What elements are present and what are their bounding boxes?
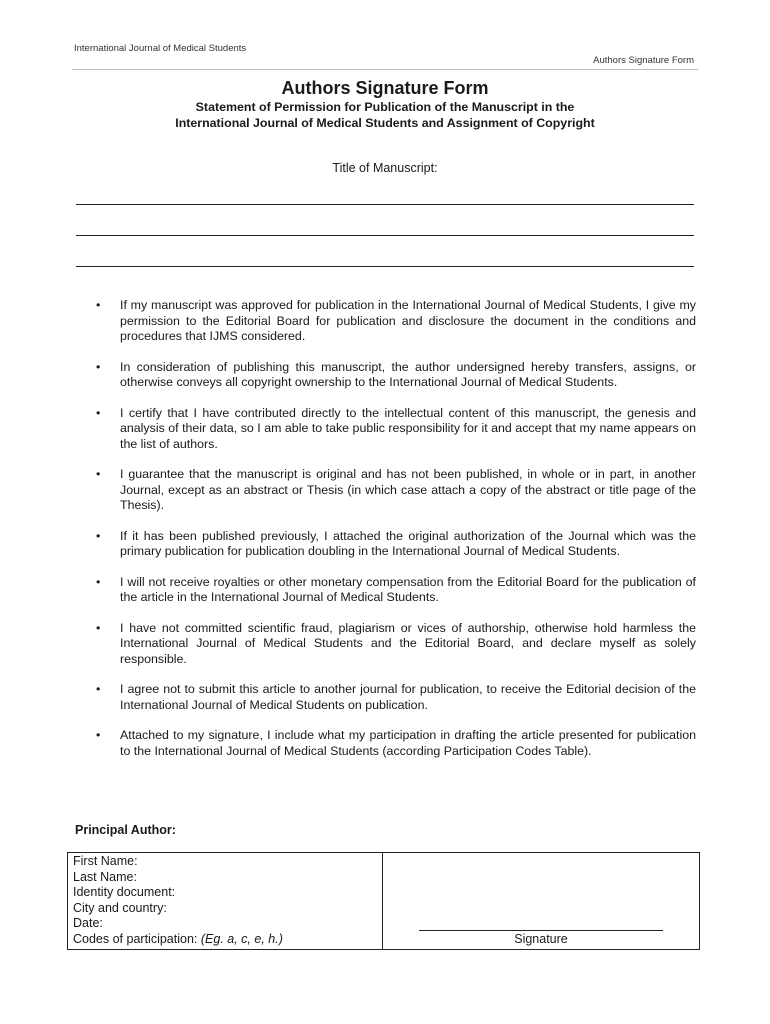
clause-text: I have not committed scientific fraud, plagiarism or vices of authorship, otherwise hold harmless the International Journal of Medical Students and the Editorial Board, and declare myself as solely responsible. [120,620,696,666]
clause-text: I guarantee that the manuscript is original and has not been published, in whole or in part, in another Journal, except as an abstract or Thesis (in which case attach a copy of the abstract or title page of the Thesis). [120,467,696,512]
clause-item [96,406,696,453]
signature-cell[interactable] [383,853,700,950]
signature-line[interactable] [419,930,663,931]
participation-codes-field[interactable] [73,932,377,948]
bullet: • [96,359,101,374]
clause-item [96,360,696,391]
clause-item [96,575,696,606]
clause-text: Attached to my signature, I include what my participation in drafting the article presented for publication to the International Journal of Medical Students (according Participation Codes Table). [120,728,696,758]
manuscript-title-line-3[interactable] [76,266,694,267]
manuscript-title-line-2[interactable] [76,235,694,236]
page-subtitle [0,99,770,131]
last-name-field[interactable]: Last Name: [73,869,137,884]
signature-label: Signature [514,931,568,946]
clause-item [96,728,696,759]
clause-text: I will not receive royalties or other monetary compensation from the Editorial Board for the publication of the article in the International Journal of Medical Students. [120,574,696,604]
clause-text: If it has been published previously, I attached the original authorization of the Journal which was the primary publication for publication doubling in the International Journal of Medical Students. [120,528,696,558]
subtitle-line-2: International Journal of Medical Students and Assignment of Copyright [175,116,595,130]
clause-item [96,529,696,560]
identity-document-field[interactable]: Identity document: [73,885,176,900]
clause-text: I certify that I have contributed directly to the intellectual content of this manuscript, the genesis and analysis of their data, so I am able to take public responsibility for it and accept that my name appears on the list of authors. [120,405,696,451]
manuscript-title-label: Title of Manuscript: [332,161,438,175]
permission-clauses-list [96,298,696,774]
bullet: • [96,528,101,543]
bullet: • [96,467,101,481]
clause-item [96,682,696,713]
participation-codes-example: (Eg. a, c, e, h.) [200,931,283,946]
bullet: • [96,620,101,635]
bullet: • [96,728,101,742]
principal-author-heading: Principal Author: [75,823,176,837]
bullet: • [96,405,101,420]
first-name-field[interactable]: First Name: [73,854,138,868]
date-field[interactable]: Date: [73,916,103,931]
header-journal-name: International Journal of Medical Students [74,43,247,54]
clause-item [96,621,696,668]
clause-text: I agree not to submit this article to another journal for publication, to receive the Editorial decision of the International Journal of Medical Students on publication. [120,682,696,712]
header-divider [72,69,698,70]
clause-text: In consideration of publishing this manuscript, the author undersigned hereby transfers, assigns, or otherwise conveys all copyright ownership to the International Journal of Medical Students. [120,359,696,389]
clause-text: If my manuscript was approved for publication in the International Journal of Medical Students, I give my permission to the Editorial Board for publication and disclosure the document in the conditions and procedures that IJMS considered. [120,298,696,343]
clause-item [96,467,696,514]
author-details-cell [68,853,383,950]
participation-codes-label: Codes of participation: [73,931,198,946]
city-country-field[interactable]: City and country: [73,900,167,915]
header-form-name: Authors Signature Form [593,55,694,66]
manuscript-title-line-1[interactable] [76,204,694,205]
bullet: • [96,682,101,696]
clause-item [96,298,696,345]
bullet: • [96,574,101,589]
page-title: Authors Signature Form [281,78,489,98]
principal-author-table [67,852,700,950]
bullet: • [96,298,101,312]
subtitle-line-1: Statement of Permission for Publication of the Manuscript in the [195,100,575,114]
